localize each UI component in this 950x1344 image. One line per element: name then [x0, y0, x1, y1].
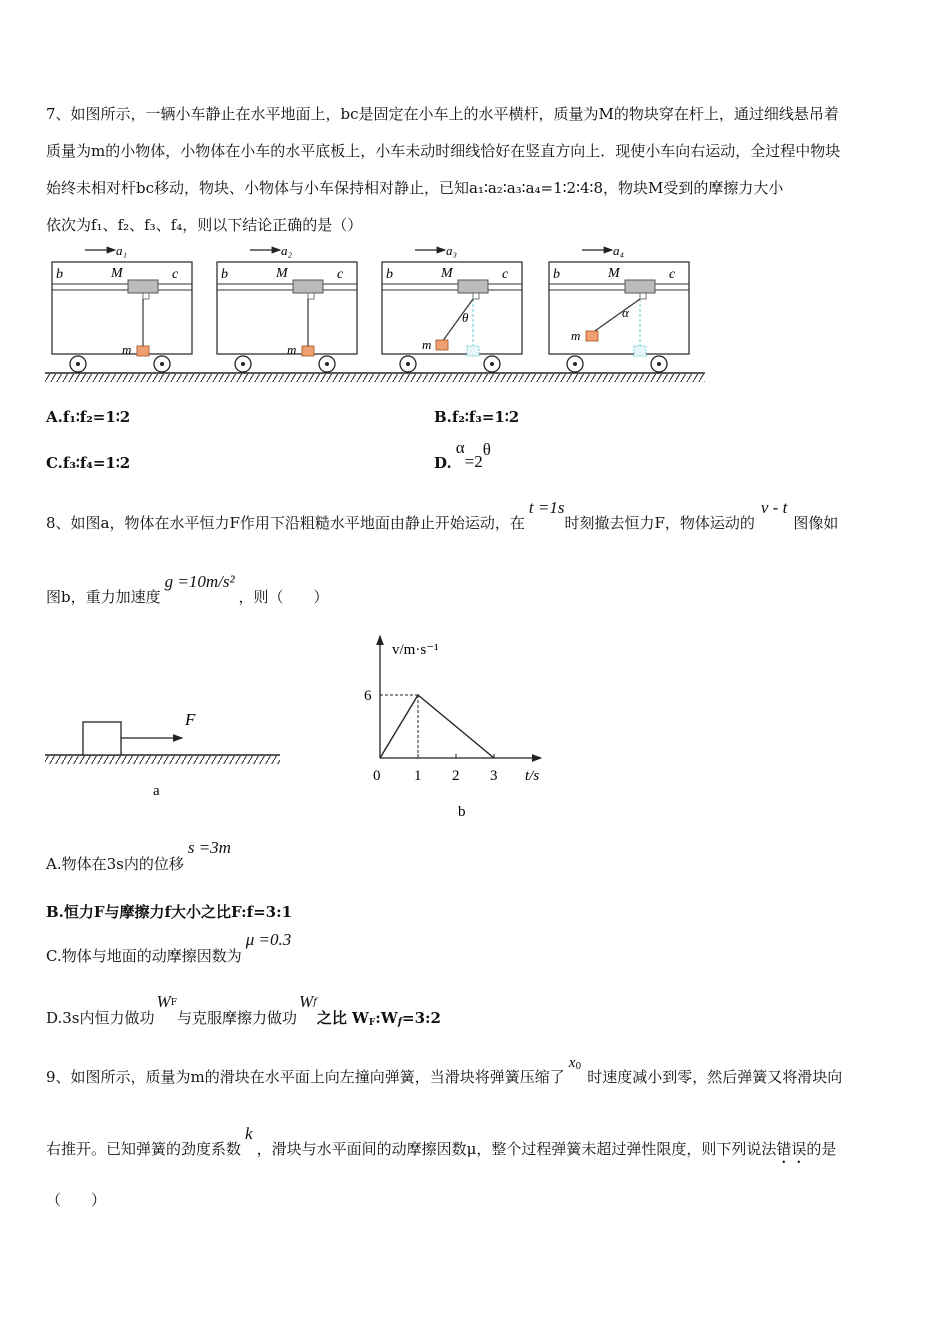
cart-1 — [52, 243, 192, 372]
q8-caption-b: b — [458, 804, 466, 820]
q8-box — [83, 722, 121, 755]
q7-option-a[interactable]: A.f₁∶f₂=1∶2 — [46, 408, 131, 426]
q9-line3: （ ） — [46, 1191, 107, 1209]
block-M — [128, 280, 158, 293]
q8-vt-chart — [355, 628, 555, 828]
svg-text:m: m — [571, 328, 581, 343]
ground-hatch — [45, 374, 705, 382]
x-axis-label: t/s — [525, 768, 540, 784]
accel-label-2: a₂ — [281, 243, 293, 258]
cart-3 — [382, 243, 522, 372]
rod-label-b: b — [56, 267, 63, 282]
q8-option-c[interactable]: C.物体与地面的动摩擦因数为μ =0.3 — [46, 930, 292, 965]
y-axis-label: v/m·s⁻¹ — [392, 642, 439, 658]
svg-text:c: c — [669, 267, 676, 282]
q9-line2: 右推开。已知弹簧的劲度系数k，滑块与水平面间的动摩擦因数μ，整个过程弹簧未超过弹性限度，则下列说法错误的是 — [46, 1124, 837, 1158]
svg-text:M: M — [276, 266, 288, 281]
svg-text:b: b — [221, 267, 228, 282]
accel-label-4: a₄ — [613, 243, 625, 258]
q7-option-c[interactable]: C.f₃∶f₄=1∶2 — [46, 454, 131, 472]
q8-line1: 8、如图a，物体在水平恒力F作用下沿粗糙水平地面由静止开始运动，在t =1s时刻撤去恒力F，物体运动的v - t图像如 — [46, 498, 839, 532]
q7-option-d[interactable]: D.α=2θ — [434, 438, 491, 472]
vt-series-line — [380, 695, 494, 758]
svg-text:c: c — [337, 267, 344, 282]
q8-caption-a: a — [153, 783, 160, 799]
accel-label-1: a₁ — [116, 243, 128, 258]
cart-4 — [549, 243, 689, 372]
svg-text:M: M — [441, 266, 453, 281]
angle-alpha: α — [622, 305, 629, 320]
svg-text:M: M — [608, 266, 620, 281]
svg-text:b: b — [386, 267, 393, 282]
svg-text:m: m — [422, 337, 432, 352]
rod-label-c: c — [172, 267, 179, 282]
block-m — [137, 346, 149, 356]
x-tick-label-2: 2 — [452, 768, 460, 784]
q7-cart-figure — [40, 240, 710, 385]
q8-vt-math: v - t — [760, 498, 788, 517]
accel-label-3: a₃ — [446, 243, 458, 258]
q8-option-d[interactable]: D.3s内恒力做功$W_F$与克服摩擦力做功$W_f$之比 $W_F:W_f=3:2$ — [46, 992, 441, 1028]
q8-force-label: F — [185, 710, 196, 729]
x-tick-label-1: 1 — [414, 768, 422, 784]
q8-option-b[interactable]: B.恒力F与摩擦力f大小之比F:f=3:1 — [46, 903, 293, 921]
q9-error-emphasis: 错误 — [776, 1140, 807, 1158]
q7-line1: 7、如图所示，一辆小车静止在水平地面上，bc是固定在小车上的水平横杆，质量为M的物块穿在杆上，通过细线悬吊着 — [46, 105, 839, 123]
svg-text:c: c — [502, 267, 509, 282]
angle-theta: θ — [462, 310, 469, 325]
q8-time-math: t =1s — [528, 498, 565, 517]
svg-text:m: m — [122, 342, 132, 357]
svg-text:m: m — [287, 342, 297, 357]
q7-line2: 质量为m的小物体，小物体在小车的水平底板上，小车未动时细线恰好在竖直方向上．现使小车向右运动，全过程中物块 — [46, 142, 841, 160]
x-tick-label-0: 0 — [373, 768, 381, 784]
q8-line2: 图b，重力加速度g =10m/s²，则（ ） — [46, 572, 329, 606]
q8-gravity-math: g =10m/s² — [164, 572, 235, 591]
x-tick-label-3: 3 — [490, 768, 498, 784]
cart-2 — [217, 243, 357, 372]
q8-figure-a — [40, 700, 290, 805]
svg-text:b: b — [553, 267, 560, 282]
q7-line3: 始终未相对杆bc移动，物块、小物体与小车保持相对静止，已知a₁∶a₂∶a₃∶a₄=1∶2∶4∶8，物块M受到的摩擦力大小 — [46, 179, 784, 197]
q8-option-a[interactable]: A.物体在3s内的位移s =3m — [46, 838, 231, 873]
q9-line1: 9、如图所示，质量为m的滑块在水平面上向左撞向弹簧，当滑块将弹簧压缩了$x_0$时速度减小到零，然后弹簧又将滑块向 — [46, 1055, 843, 1086]
y-tick-label-6: 6 — [364, 688, 372, 704]
q7-option-b[interactable]: B.f₂∶f₃=1∶2 — [434, 408, 520, 426]
block-label-M: M — [111, 266, 123, 281]
q7-line4: 依次为f₁、f₂、f₃、f₄，则以下结论正确的是（） — [46, 216, 363, 234]
